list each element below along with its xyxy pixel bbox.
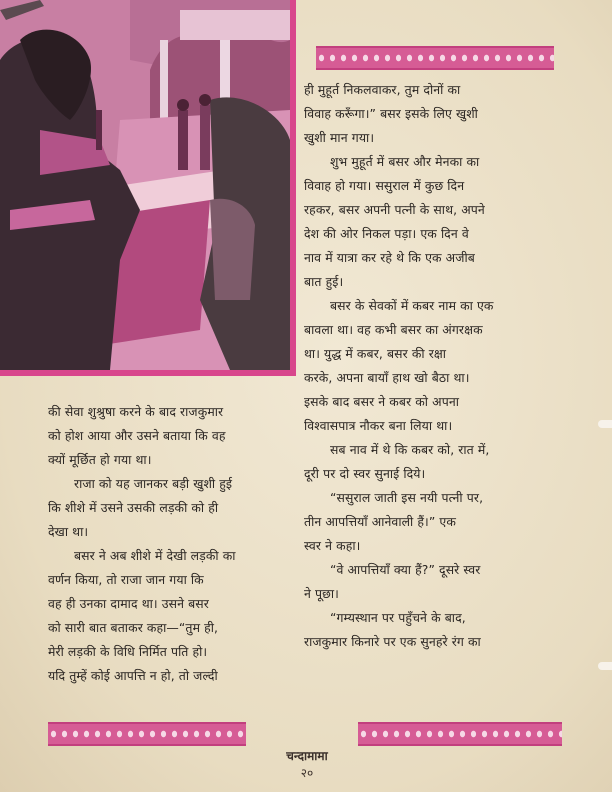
text-line: सब नाव में थे कि कबर को, रात में, — [330, 442, 490, 457]
decorative-border-top — [316, 46, 554, 70]
text-line: बावला था। वह कभी बसर का अंगरक्षक — [304, 322, 483, 337]
text-line: कि शीशे में उसने उसकी लड़की को ही — [48, 500, 219, 515]
text-line: नाव में यात्रा कर रहे थे कि एक अजीब — [304, 250, 475, 265]
text-line: खुशी मान गया। — [304, 130, 375, 145]
text-line: ने पूछा। — [304, 586, 339, 601]
text-line: था। युद्ध में कबर, बसर की रक्षा — [304, 346, 447, 361]
text-line: विवाह करूँगा।” बसर इसके लिए खुशी — [304, 106, 478, 121]
text-line: शुभ मुहूर्त में बसर और मेनका का — [330, 154, 480, 169]
magazine-title: चन्दामामा — [286, 749, 328, 763]
text-line: विवाह हो गया। ससुराल में कुछ दिन — [304, 178, 465, 193]
text-line: “गम्यस्थान पर पहुँचने के बाद, — [330, 610, 466, 625]
text-line: विश्वासपात्र नौकर बना लिया था। — [304, 418, 453, 433]
text-line: रहकर, बसर अपनी पत्नी के साथ, अपने — [304, 202, 485, 217]
text-line: की सेवा शुश्रुषा करने के बाद राजकुमार — [48, 404, 224, 419]
page-number: २० — [300, 766, 314, 780]
text-line: क्यों मूर्छित हो गया था। — [48, 452, 152, 467]
text-line: राजकुमार किनारे पर एक सुनहरे रंग का — [304, 634, 481, 649]
decorative-border-bottom-left — [48, 722, 246, 746]
text-line: देश की ओर निकल पड़ा। एक दिन वे — [304, 226, 469, 241]
text-line: दूरी पर दो स्वर सुनाई दिये। — [304, 466, 426, 481]
text-line: वह ही उनका दामाद था। उसने बसर — [48, 596, 209, 611]
right-column-top — [304, 78, 566, 654]
text-line: बसर के सेवकों में कबर नाम का एक — [330, 298, 494, 313]
text-line: देखा था। — [48, 524, 89, 539]
text-line: को होश आया और उसने बताया कि वह — [48, 428, 226, 443]
page-edge-tear — [598, 662, 612, 670]
illustration-art — [0, 0, 296, 376]
text-line: स्वर ने कहा। — [304, 538, 361, 553]
text-line: को सारी बात बताकर कहा—“तुम ही, — [48, 620, 219, 635]
text-line: इसके बाद बसर ने कबर को अपना — [304, 394, 460, 409]
text-line: बात हुई। — [304, 274, 344, 289]
text-line: “ससुराल जाती इस नयी पत्नी पर, — [330, 490, 484, 505]
text-line: तीन आपत्तियाँ आनेवाली हैं।” एक — [304, 514, 456, 529]
text-line: यदि तुम्हें कोई आपत्ति न हो, तो जल्दी — [48, 668, 218, 683]
decorative-border-bottom-right — [358, 722, 562, 746]
left-column — [48, 400, 300, 688]
text-line: बसर ने अब शीशे में देखी लड़की का — [74, 548, 236, 563]
text-line: “वे आपत्तियाँ क्या हैं?” दूसरे स्वर — [330, 562, 481, 577]
text-line: वर्णन किया, तो राजा जान गया कि — [48, 572, 204, 587]
text-line: राजा को यह जानकर बड़ी खुशी हुई — [74, 476, 233, 491]
text-line: करके, अपना बायाँ हाथ खो बैठा था। — [304, 370, 470, 385]
story-illustration — [0, 0, 296, 376]
text-line: मेरी लड़की के विधि निर्मित पति हो। — [48, 644, 208, 659]
page-edge-tear — [598, 420, 612, 428]
text-line: ही मुहूर्त निकलवाकर, तुम दोनों का — [304, 82, 461, 97]
